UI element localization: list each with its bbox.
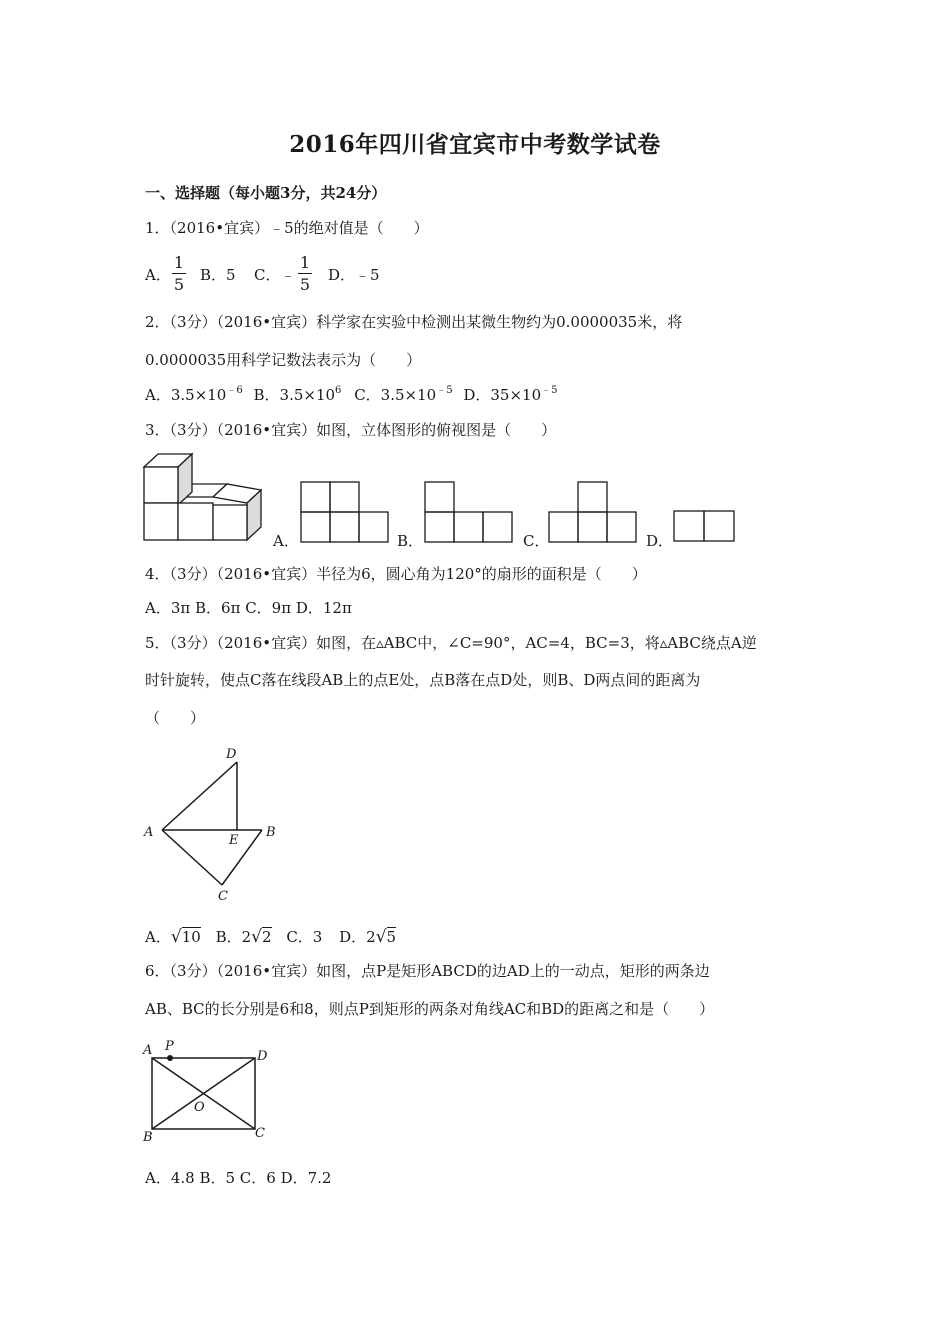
label-d: D: [226, 747, 237, 762]
segment-ac: [162, 830, 222, 885]
question-2-stem-line2: 0.0000035用科学记数法表示为（ ）: [145, 351, 422, 369]
label-c: C: [255, 1126, 265, 1141]
q5-option-d-radicand: 5: [386, 928, 397, 946]
label-a: A: [143, 1043, 153, 1058]
q2-option-c: C．3.5×10: [354, 386, 437, 404]
cube-front-face: [144, 503, 178, 540]
q4-options: A．3π B．6π C．9π D．12π: [145, 599, 352, 617]
q3-option-b-label: B．: [397, 532, 424, 550]
q2-option-d-exponent: ﹣5: [541, 385, 558, 396]
question-4-stem: 4．（3分）（2016•宜宾）半径为6，圆心角为120°的扇形的面积是（ ）: [145, 565, 647, 583]
q2-option-a-exponent: ﹣6: [226, 385, 243, 396]
q5-option-d: D．2: [339, 928, 376, 946]
point-p: [167, 1055, 173, 1061]
page-title: 2016年四川省宜宾市中考数学试卷: [289, 131, 661, 158]
sqrt-icon: √: [170, 927, 182, 947]
question-6-stem-line2: AB、BC的长分别是6和8，则点P到矩形的两条对角线AC和BD的距离之和是（ ）: [145, 1000, 715, 1018]
q2-option-a: A．3.5×10: [145, 386, 227, 404]
cube-front-face: [178, 503, 213, 540]
segment-ad: [162, 762, 237, 830]
q3-option-d-label: D．: [646, 532, 674, 550]
q1-option-b: B．5: [200, 266, 236, 284]
fraction-denominator: 5: [299, 275, 311, 294]
q3-option-b-view: [424, 480, 516, 544]
q1-option-d: D．﹣5: [328, 266, 380, 284]
fraction-numerator: 1: [299, 253, 311, 272]
label-p: P: [165, 1039, 174, 1054]
cube-front-face: [213, 505, 247, 540]
fraction-denominator: 5: [173, 275, 185, 294]
fraction-bar: [298, 273, 312, 274]
label-a: A: [144, 825, 154, 840]
q3-option-c-view: [548, 480, 640, 544]
q3-option-a-view: [300, 480, 392, 544]
q3-option-c-label: C．: [523, 532, 550, 550]
question-6-stem-line1: 6．（3分）（2016•宜宾）如图，点P是矩形ABCD的边AD上的一动点，矩形的两条边: [145, 962, 710, 980]
q6-options: A．4.8 B．5 C．6 D．7.2: [145, 1169, 332, 1187]
question-5-stem-line2: 时针旋转，使点C落在线段AB上的点E处，点B落在点D处，则B、D两点间的距离为: [145, 671, 701, 689]
question-5-stem-line1: 5．（3分）（2016•宜宾）如图，在▵ABC中，∠C=90°，AC=4，BC=3，将▵ABC绕点A逆: [145, 634, 757, 652]
q1-option-c-fraction: [298, 253, 312, 294]
q3-option-a-label: A．: [273, 532, 299, 550]
q5-option-b: B．2: [215, 928, 252, 946]
fraction-bar: [172, 273, 186, 274]
sqrt-icon: √: [375, 927, 387, 947]
q2-options: [145, 384, 558, 405]
q1-option-c-label: C．﹣: [254, 266, 296, 284]
q3-option-d-view: [673, 508, 737, 544]
q2-option-c-exponent: ﹣5: [436, 385, 453, 396]
q2-option-d: D．35×10: [463, 386, 542, 404]
fraction-numerator: 1: [173, 253, 185, 272]
label-o: O: [194, 1100, 205, 1115]
q5-option-c: C．3: [286, 928, 323, 946]
q5-options: [145, 926, 396, 947]
q5-triangle-figure: [140, 742, 290, 907]
label-b: B: [143, 1130, 153, 1145]
segment-cb: [222, 830, 262, 885]
question-3-stem: 3．（3分）（2016•宜宾）如图，立体图形的俯视图是（ ）: [145, 421, 557, 439]
q1-option-a-fraction: [172, 253, 186, 294]
q1-option-a-label: A．: [145, 266, 171, 284]
q5-option-b-radicand: 2: [261, 928, 272, 946]
label-b: B: [266, 825, 276, 840]
cube-front-face: [144, 467, 178, 503]
question-5-stem-line3: （ ）: [145, 709, 206, 727]
label-c: C: [218, 889, 228, 904]
q2-option-b: B．3.5×10: [253, 386, 336, 404]
q5-option-a: A．: [145, 928, 171, 946]
sqrt-icon: √: [251, 927, 262, 947]
question-2-stem-line1: 2．（3分）（2016•宜宾）科学家在实验中检测出某微生物约为0.0000035米，将: [145, 313, 683, 331]
q2-option-b-exponent: 6: [335, 385, 342, 396]
q3-solid-figure: [140, 450, 272, 546]
q5-option-a-radicand: 10: [181, 928, 201, 946]
section-heading: 一、选择题（每小题3分，共24分）: [145, 184, 387, 202]
question-1-stem: 1．（2016•宜宾）﹣5的绝对值是（ ）: [145, 219, 429, 237]
label-e: E: [229, 833, 239, 848]
q6-rectangle-figure: [140, 1036, 275, 1148]
label-d: D: [257, 1049, 268, 1064]
